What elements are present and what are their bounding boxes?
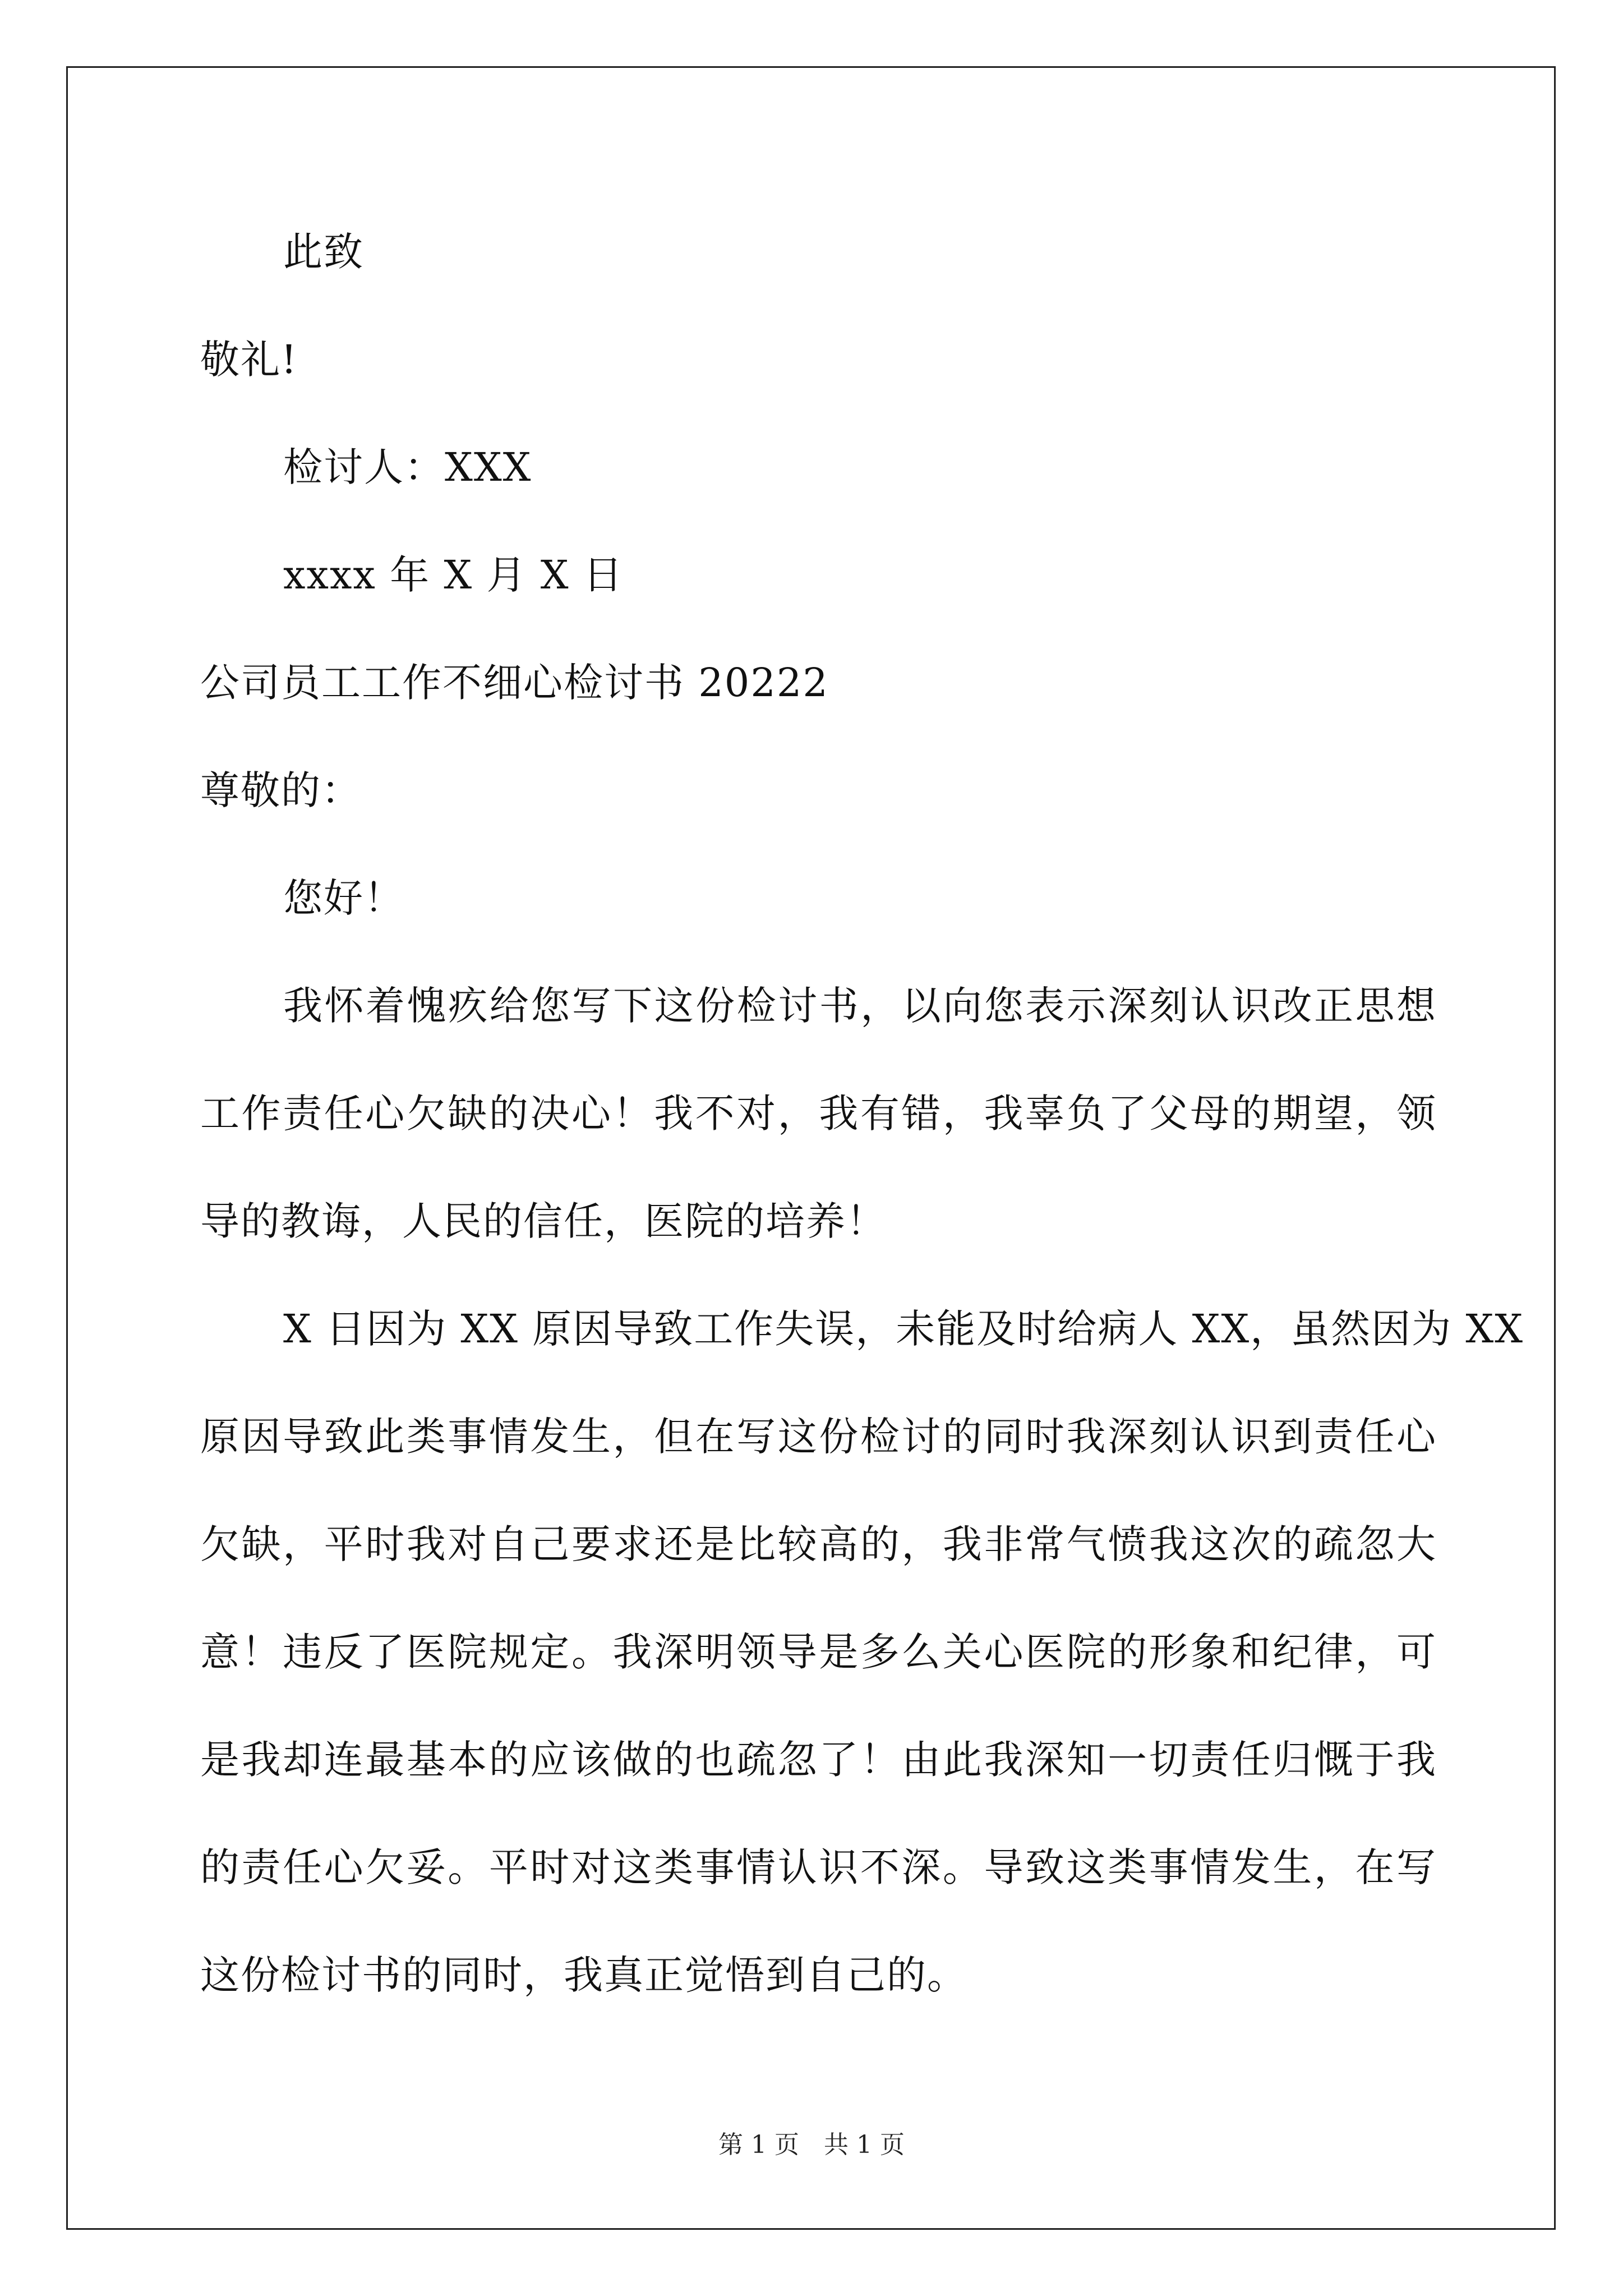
paragraph-line: 这份检讨书的同时，我真正觉悟到自己的。 xyxy=(200,1952,967,1998)
paragraph-line: 的责任心欠妥。平时对这类事情认识不深。导致这类事情发生，在写 xyxy=(200,1844,1437,1890)
paragraph-line: X 日因为 XX 原因导致工作失误，未能及时给病人 XX，虽然因为 XX xyxy=(283,1306,1524,1352)
page-number: 第 1 页 共 1 页 xyxy=(718,2131,905,2159)
paragraph-line: 意！违反了医院规定。我深明领导是多么关心医院的形象和纪律，可 xyxy=(200,1629,1437,1675)
paragraph-line: 工作责任心欠缺的决心！我不对，我有错，我辜负了父母的期望，领 xyxy=(200,1091,1437,1137)
paragraph-line: 导的教诲，人民的信任，医院的培养！ xyxy=(200,1198,887,1244)
closing-line: 此致 xyxy=(283,229,364,275)
paragraph-line: 原因导致此类事情发生，但在写这份检讨的同时我深刻认识到责任心 xyxy=(200,1414,1437,1460)
paragraph-line: 是我却连最基本的应该做的也疏忽了！由此我深知一切责任归慨于我 xyxy=(200,1737,1437,1783)
page-border xyxy=(66,66,1556,2230)
closing-salute: 敬礼! xyxy=(200,337,298,383)
salutation: 尊敬的： xyxy=(200,767,362,813)
date-line: xxxx 年 X 月 X 日 xyxy=(283,552,624,598)
signer-line: 检讨人：XXX xyxy=(283,444,532,490)
letter-title: 公司员工工作不细心检讨书 20222 xyxy=(200,660,829,706)
paragraph-line: 我怀着愧疚给您写下这份检讨书，以向您表示深刻认识改正思想 xyxy=(283,983,1437,1029)
paragraph-line: 欠缺，平时我对自己要求还是比较高的，我非常气愤我这次的疏忽大 xyxy=(200,1521,1437,1567)
greeting: 您好！ xyxy=(283,875,404,921)
